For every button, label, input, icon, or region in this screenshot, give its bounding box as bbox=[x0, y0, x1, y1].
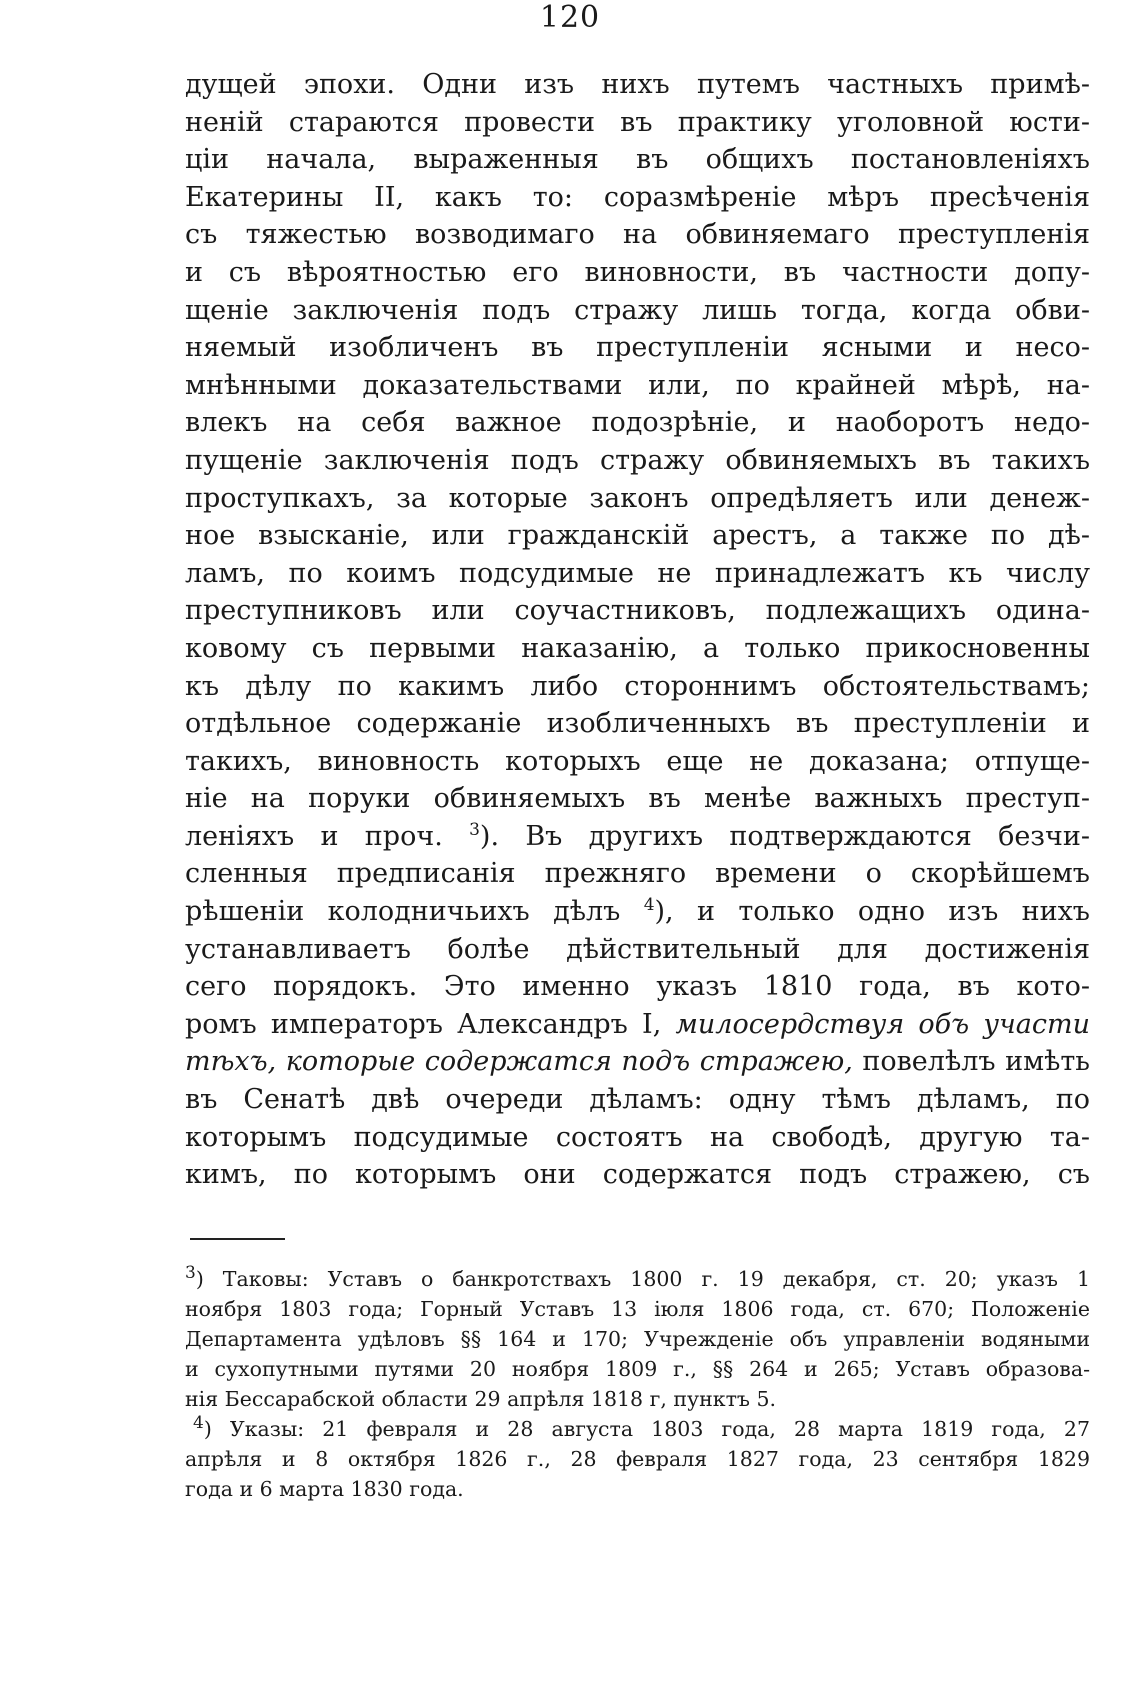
footnote-ref-3[interactable]: 3 bbox=[469, 819, 480, 840]
text-line: мнѣнными доказательствами или, по крайней мѣрѣ, на- bbox=[185, 369, 1090, 401]
text-line: рѣшеніи колодничьихъ дѣлъ $^4$), и только одно изъ нихъ bbox=[185, 895, 1090, 928]
italic-phrase: милосердствуя объ участи bbox=[675, 1008, 1090, 1040]
text-line: проступкахъ, за которые законъ опредѣляетъ или денеж- bbox=[185, 482, 1090, 514]
text-line: которымъ подсудимые состоятъ на свободѣ, другую та- bbox=[185, 1121, 1090, 1153]
text-line: пущеніе заключенія подъ стражу обвиняемыхъ въ такихъ bbox=[185, 444, 1090, 476]
footnote-divider bbox=[190, 1238, 285, 1240]
footnote-3-line: ноября 1803 года; Горный Уставъ 13 іюля 1806 года, ст. 670; Положеніе bbox=[185, 1297, 1090, 1321]
text-line: устанавливаетъ болѣе дѣйствительный для достиженія bbox=[185, 933, 1090, 965]
text-line: сленныя предписанія прежняго времени о скорѣйшемъ bbox=[185, 858, 1090, 890]
footnote-3-line: Департамента удѣловъ §§ 164 и 170; Учрежденіе объ управленіи водяными bbox=[185, 1327, 1090, 1351]
footnotes bbox=[185, 1264, 1090, 1504]
main-text bbox=[185, 66, 1090, 1194]
text-line: влекъ на себя важное подозрѣніе, и наоборотъ недо- bbox=[185, 407, 1090, 439]
text-line: отдѣльное содержаніе изобличенныхъ въ преступленіи и bbox=[185, 708, 1090, 740]
text-line: дущей эпохи. Одни изъ нихъ путемъ частныхъ примѣ- bbox=[185, 69, 1090, 100]
text-line: сего порядокъ. Это именно указъ 1810 года, въ кото- bbox=[185, 971, 1090, 1003]
text-line: тѣхъ, которые содержатся подъ стражею, повелѣлъ имѣть bbox=[185, 1046, 1090, 1078]
footnote-3-line: $^3$) Таковы: Уставъ о банкротствахъ 1800 г. 19 декабря, ст. 20; указъ 1 bbox=[185, 1263, 1090, 1291]
text-line: ромъ императоръ Александръ I, милосердствуя объ участи bbox=[185, 1008, 1090, 1040]
text-line: Екатерины II, какъ то: соразмѣреніе мѣръ пресѣченія bbox=[185, 181, 1090, 213]
text-line: въ Сенатѣ двѣ очереди дѣламъ: одну тѣмъ дѣламъ, по bbox=[185, 1084, 1090, 1116]
footnote-3-line: и сухопутными путями 20 ноября 1809 г., §§ 264 и 265; Уставъ образова- bbox=[185, 1357, 1090, 1381]
text-line: ніе на поруки обвиняемыхъ въ менѣе важныхъ преступ- bbox=[185, 783, 1090, 815]
footnote-3-line: нія Бессарабской области 29 апрѣля 1818 г, пунктъ 5. bbox=[185, 1387, 777, 1411]
text-line: кимъ, по которымъ они содержатся подъ стражею, съ bbox=[185, 1159, 1090, 1191]
italic-phrase: тѣхъ, которые содержатся подъ стражею, bbox=[185, 1046, 853, 1078]
footnote-4-line: $^4$) Указы: 21 февраля и 28 августа 1803 года, 28 марта 1819 года, 27 bbox=[193, 1413, 1090, 1441]
text-line: преступниковъ или соучастниковъ, подлежащихъ одина- bbox=[185, 595, 1090, 627]
text-line: ціи начала, выраженныя въ общихъ постановленіяхъ bbox=[185, 144, 1090, 176]
footnote-marker-3: 3 bbox=[185, 1263, 196, 1284]
text-line: щеніе заключенія подъ стражу лишь тогда, когда обви- bbox=[185, 294, 1090, 326]
text-line: ковому съ первыми наказанію, а только прикосновенны bbox=[185, 632, 1090, 664]
text-line: ламъ, по коимъ подсудимые не принадлежатъ къ числу bbox=[185, 557, 1090, 589]
footnote-4-line: года и 6 марта 1830 года. bbox=[185, 1477, 464, 1501]
text-line: такихъ, виновность которыхъ еще не доказана; отпуще- bbox=[185, 745, 1090, 777]
footnote-ref-4[interactable]: 4 bbox=[643, 895, 655, 916]
text-line: ное взысканіе, или гражданскій арестъ, а также по дѣ- bbox=[185, 520, 1090, 552]
text-line: къ дѣлу по какимъ либо стороннимъ обстоятельствамъ; bbox=[185, 670, 1090, 702]
page-number: 120 bbox=[539, 0, 601, 35]
text-line: и съ вѣроятностью его виновности, въ частности допу- bbox=[185, 256, 1090, 288]
text-line: съ тяжестью возводимаго на обвиняемаго преступленія bbox=[185, 219, 1090, 251]
body-lines bbox=[185, 66, 1090, 818]
text-line: няемый изобличенъ въ преступленіи ясными и несо- bbox=[185, 332, 1090, 364]
text-line: леніяхъ и проч. $^3$). Въ другихъ подтверждаются безчи- bbox=[185, 819, 1090, 852]
footnote-marker-4: 4 bbox=[193, 1413, 204, 1434]
footnote-4-line: апрѣля и 8 октября 1826 г., 28 февраля 1827 года, 23 сентября 1829 bbox=[185, 1447, 1090, 1471]
text-line: неній стараются провести въ практику уголовной юсти- bbox=[185, 106, 1090, 138]
